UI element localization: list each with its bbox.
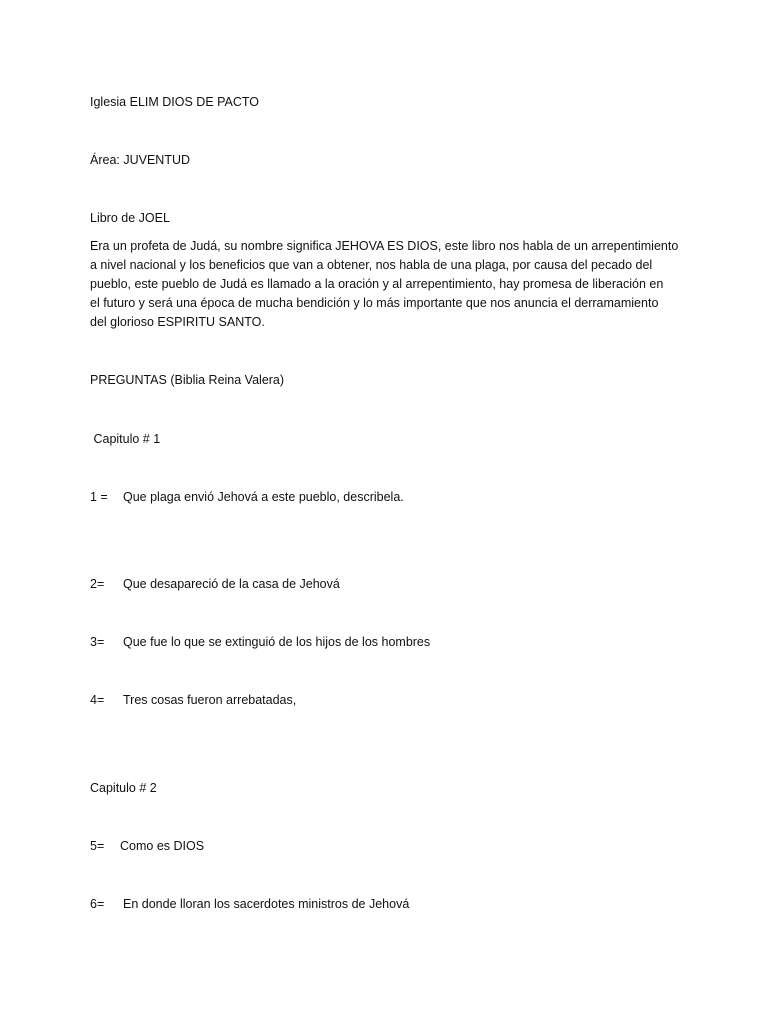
book-title: Libro de JOEL xyxy=(90,211,170,225)
question-number: 2= xyxy=(90,577,105,591)
question-item xyxy=(90,895,409,914)
intro-line: pueblo, este pueblo de Judá es llamado a la oración y al arrepentimiento, hay promesa de liberación en xyxy=(90,277,664,291)
church-name: Iglesia ELIM DIOS DE PACTO xyxy=(90,95,260,109)
intro-line: el futuro y será una época de mucha bendición y lo más importante que nos anuncia el derramamiento xyxy=(90,296,659,310)
question-number: 5= xyxy=(90,839,105,853)
question-text: Como es DIOS xyxy=(120,839,205,853)
question-text: Que plaga envió Jehová a este pueblo, describela. xyxy=(123,490,404,504)
question-text: Que fue lo que se extinguió de los hijos de los hombres xyxy=(123,635,431,649)
question-item xyxy=(90,488,404,507)
question-text: En donde lloran los sacerdotes ministros de Jehová xyxy=(123,897,410,911)
question-number: 6= xyxy=(90,897,105,911)
intro-paragraph xyxy=(90,237,679,332)
chapter-2-heading: Capitulo # 2 xyxy=(90,781,157,795)
intro-line: Era un profeta de Judá, su nombre significa JEHOVA ES DIOS, este libro nos habla de un arrepentimiento xyxy=(90,239,679,253)
question-item xyxy=(90,633,430,652)
question-item xyxy=(90,837,204,856)
intro-line: del glorioso ESPIRITU SANTO. xyxy=(90,315,265,329)
question-number: 1 = xyxy=(90,490,108,504)
intro-line: a nivel nacional y los beneficios que van a obtener, nos habla de una plaga, por causa del pecado del xyxy=(90,258,653,272)
questions-heading: PREGUNTAS (Biblia Reina Valera) xyxy=(90,373,285,387)
question-number: 3= xyxy=(90,635,105,649)
question-text: Que desapareció de la casa de Jehová xyxy=(123,577,340,591)
question-item xyxy=(90,691,296,710)
question-item xyxy=(90,575,340,594)
question-number: 4= xyxy=(90,693,105,707)
area-label: Área: JUVENTUD xyxy=(90,153,191,167)
chapter-1-heading: Capitulo # 1 xyxy=(90,432,161,446)
question-text: Tres cosas fueron arrebatadas, xyxy=(123,693,297,707)
